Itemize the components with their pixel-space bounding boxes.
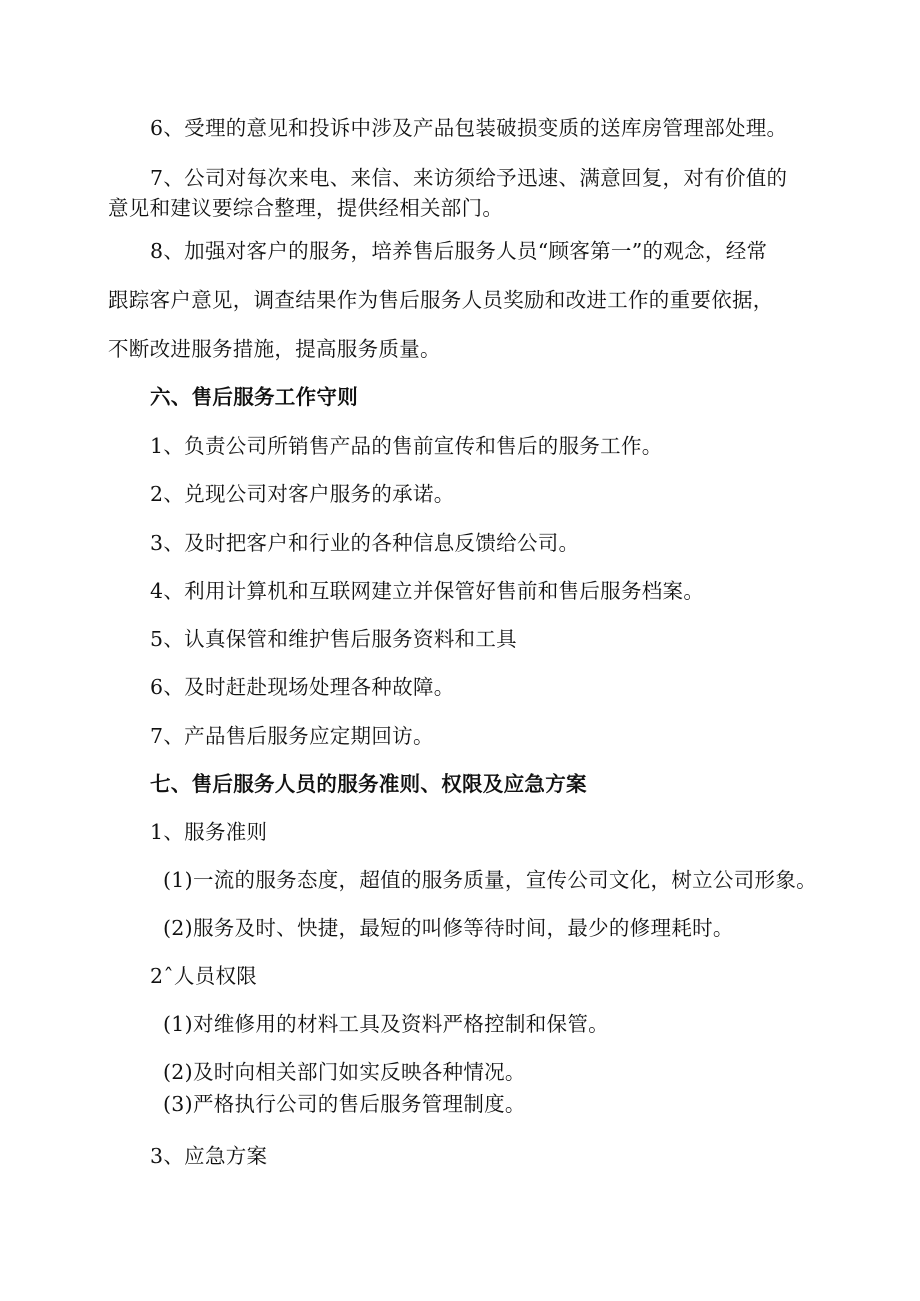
section7-heading: 七、售后服务人员的服务准则、权限及应急方案 bbox=[150, 772, 587, 796]
section6-item-2: 2、兑现公司对客户服务的承诺。 bbox=[150, 482, 455, 506]
section7-sub2-item-2: (2)及时向相关部门如实反映各种情况。 bbox=[163, 1060, 526, 1084]
section6-item-4: 4、利用计算机和互联网建立并保管好售前和售后服务档案。 bbox=[150, 579, 705, 603]
section5-item7-line1: 7、公司对每次来电、来信、来访须给予迅速、满意回复，对有价值的 bbox=[150, 166, 788, 190]
section5-item7-line2: 意见和建议要综合整理，提供经相关部门。 bbox=[108, 196, 504, 220]
section7-sub3-title: 3、应急方案 bbox=[150, 1144, 268, 1168]
section7-sub2-item-3: (3)严格执行公司的售后服务管理制度。 bbox=[163, 1092, 526, 1116]
section5-item8-line3: 不断改进服务措施，提高服务质量。 bbox=[108, 337, 441, 361]
section6-heading: 六、售后服务工作守则 bbox=[150, 385, 358, 409]
section7-sub2-title: 2ˆ人员权限 bbox=[150, 964, 258, 988]
section6-item-5: 5、认真保管和维护售后服务资料和工具 bbox=[150, 627, 517, 651]
section5-item6: 6、受理的意见和投诉中涉及产品包装破损变质的送库房管理部处理。 bbox=[150, 116, 788, 140]
section7-sub1-item-2: (2)服务及时、快捷，最短的叫修等待时间，最少的修理耗时。 bbox=[163, 916, 734, 940]
section5-item8-line2: 跟踪客户意见，调查结果作为售后服务人员奖励和改进工作的重要依据， bbox=[108, 288, 774, 312]
section6-item-6: 6、及时赶赴现场处理各种故障。 bbox=[150, 675, 455, 699]
section6-item-7: 7、产品售后服务应定期回访。 bbox=[150, 724, 434, 748]
section7-sub2-item-1: (1)对维修用的材料工具及资料严格控制和保管。 bbox=[163, 1012, 609, 1036]
section7-sub1-item-1: (1)一流的服务态度，超值的服务质量，宣传公司文化，树立公司形象。 bbox=[163, 868, 817, 892]
section5-item8-line1: 8、加强对客户的服务，培养售后服务人员“顾客第一”的观念，经常 bbox=[150, 239, 768, 263]
section6-item-3: 3、及时把客户和行业的各种信息反馈给公司。 bbox=[150, 531, 580, 555]
section6-item-1: 1、负责公司所销售产品的售前宣传和售后的服务工作。 bbox=[150, 434, 663, 458]
section7-sub1-title: 1、服务准则 bbox=[150, 820, 268, 844]
